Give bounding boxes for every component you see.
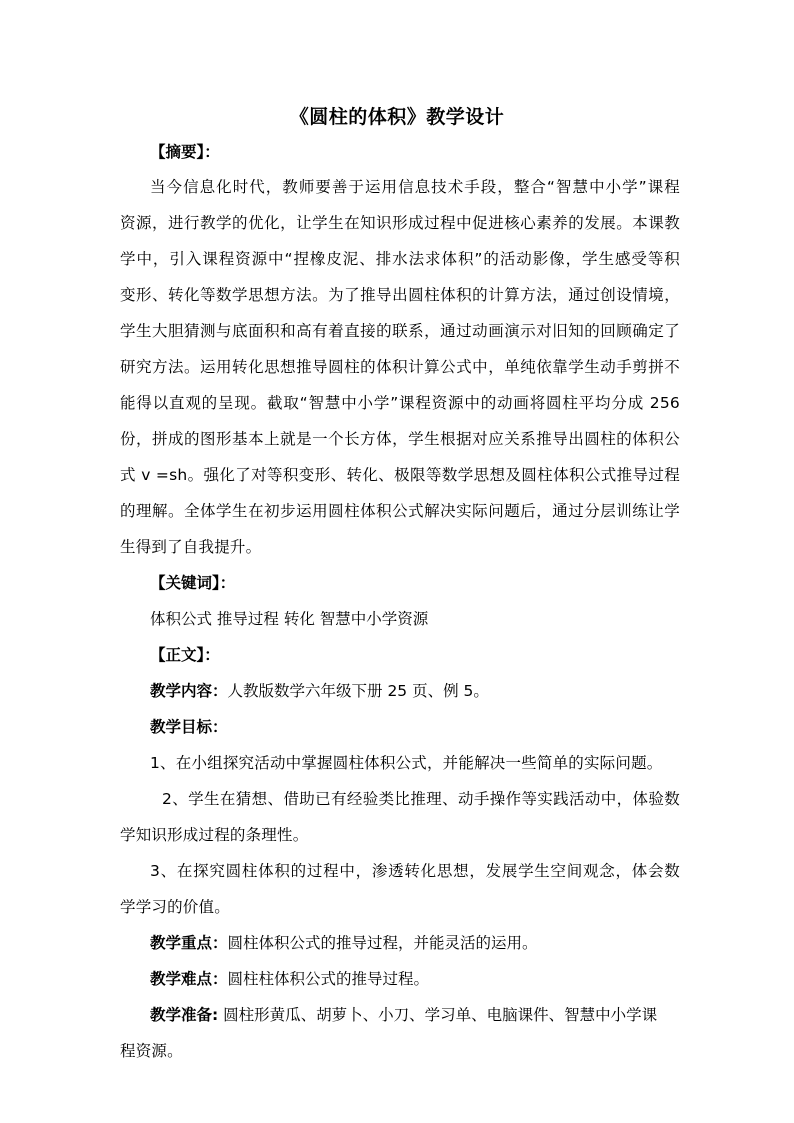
abstract-line: 能得以直观的呈现。截取“智慧中小学”课程资源中的动画将圆柱平均分成 256 <box>120 394 680 412</box>
teaching-content <box>150 680 489 702</box>
preparation-value: 圆柱形黄瓜、胡萝卜、小刀、学习单、电脑课件、智慧中小学课 <box>218 1006 658 1024</box>
abstract-line: 学中，引入课程资源中“捏橡皮泥、排水法求体积”的活动影像，学生感受等积 <box>120 250 680 268</box>
key-point-label: 教学重点： <box>150 934 228 952</box>
abstract-line: 研究方法。运用转化思想推导圆柱的体积计算公式中，单纯依靠学生动手剪拼不 <box>120 358 680 376</box>
goal-2-line-2: 学知识形成过程的条理性。 <box>120 826 309 844</box>
teaching-difficulty <box>150 968 429 990</box>
difficulty-label: 教学难点： <box>150 970 228 988</box>
abstract-line: 份，拼成的图形基本上就是一个长方体，学生根据对应关系推导出圆柱的体积公 <box>120 430 680 448</box>
teaching-content-label: 教学内容： <box>150 682 228 700</box>
body-heading: 【正文】： <box>150 646 220 664</box>
preparation-line-2: 程资源。 <box>120 1042 183 1060</box>
abstract-line: 变形、转化等数学思想方法。为了推导出圆柱体积的计算方法，通过创设情境， <box>120 286 680 304</box>
keywords-text: 体积公式 推导过程 转化 智慧中小学资源 <box>150 610 429 628</box>
teaching-preparation <box>150 1004 680 1026</box>
teaching-key-point <box>150 932 538 954</box>
difficulty-value: 圆柱柱体积公式的推导过程。 <box>227 970 430 988</box>
goal-2-line-1: 2、学生在猜想、借助已有经验类比推理、动手操作等实践活动中，体验数 <box>162 790 680 808</box>
abstract-line: 学生大胆猜测与底面积和高有着直接的联系，通过动画演示对旧知的回顾确定了 <box>120 322 680 340</box>
abstract-line: 生得到了自我提升。 <box>120 538 262 556</box>
goal-1: 1、在小组探究活动中掌握圆柱体积公式，并能解决一些简单的实际问题。 <box>150 754 663 772</box>
keywords-heading: 【关键词】： <box>150 574 236 592</box>
teaching-content-value: 人教版数学六年级下册 25 页、例 5。 <box>227 682 489 700</box>
teaching-goals-label: 教学目标： <box>150 718 228 736</box>
abstract-line: 的理解。全体学生在初步运用圆柱体积公式解决实际问题后，通过分层训练让学 <box>120 502 680 520</box>
goal-3-line-2: 学学习的价值。 <box>120 898 230 916</box>
abstract-heading: 【摘要】： <box>150 143 220 161</box>
abstract-line: 资源，进行教学的优化，让学生在知识形成过程中促进核心素养的发展。本课教 <box>120 214 680 232</box>
preparation-label: 教学准备: <box>150 1006 219 1024</box>
document-title: 《圆柱的体积》教学设计 <box>289 106 505 128</box>
goal-3-line-1: 3、在探究圆柱体积的过程中，渗透转化思想，发展学生空间观念，体会数 <box>150 862 680 880</box>
key-point-value: 圆柱体积公式的推导过程，并能灵活的运用。 <box>227 934 538 952</box>
abstract-line: 当今信息化时代，教师要善于运用信息技术手段，整合“智慧中小学”课程 <box>150 178 680 196</box>
abstract-line: 式 v =sh。强化了对等积变形、转化、极限等数学思想及圆柱体积公式推导过程 <box>120 466 680 484</box>
